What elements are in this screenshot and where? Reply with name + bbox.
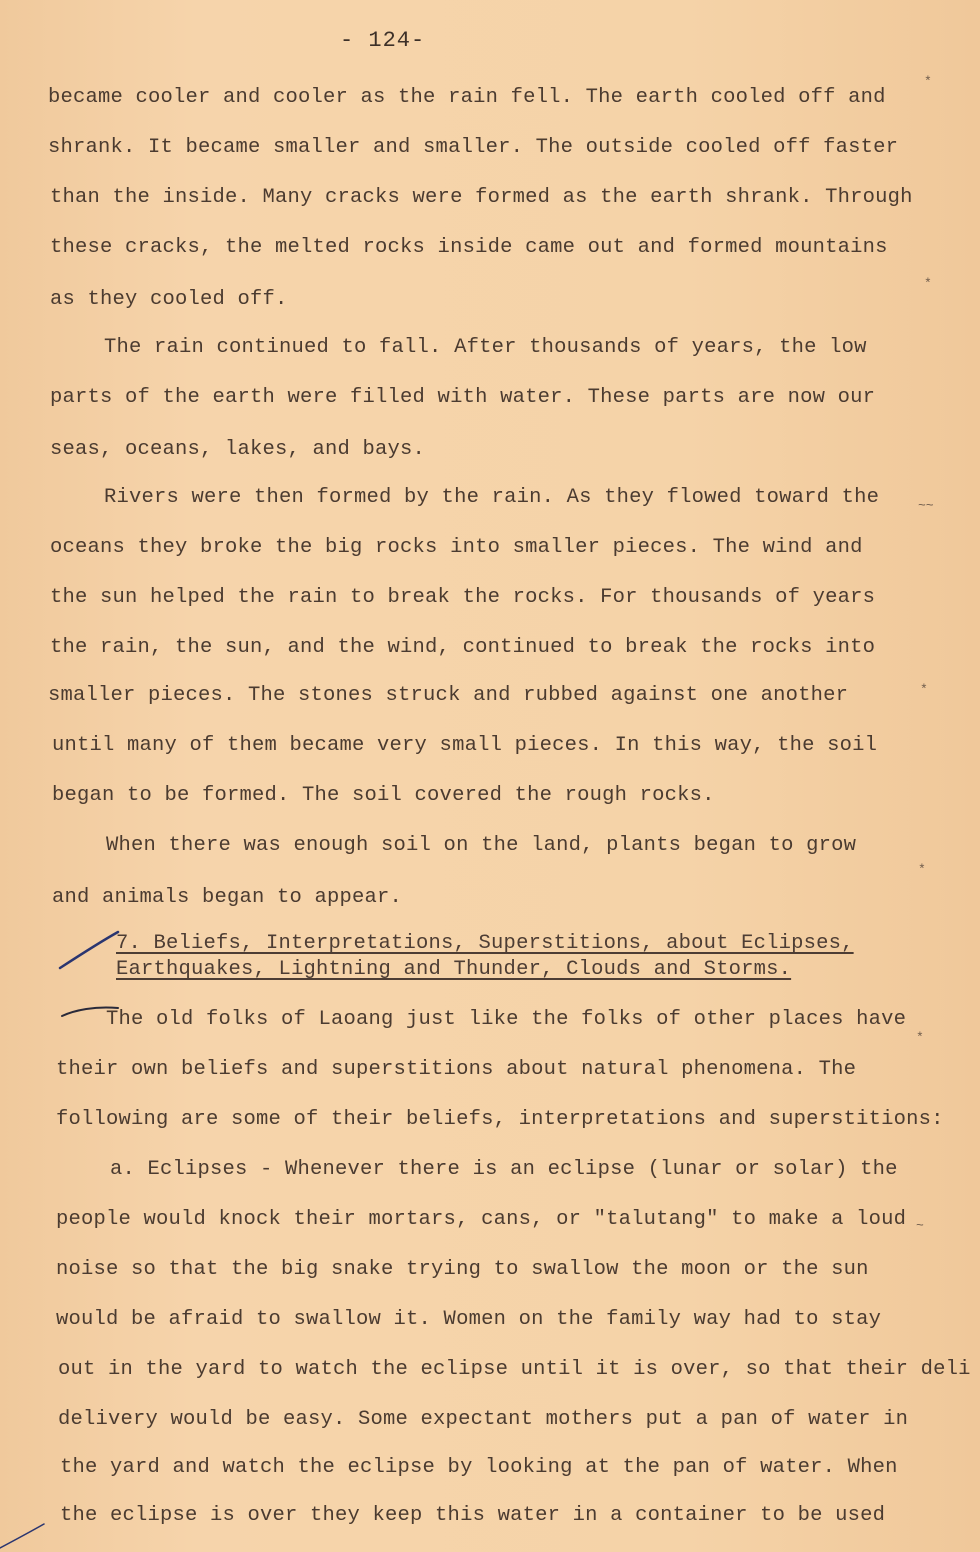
text-line: people would knock their mortars, cans, or "talutang" to make a loud bbox=[56, 1208, 907, 1231]
section-heading-line-2: Earthquakes, Lightning and Thunder, Clouds and Storms. bbox=[116, 958, 792, 981]
text-line: these cracks, the melted rocks inside came out and formed mountains bbox=[50, 236, 888, 259]
pen-dash-stroke bbox=[62, 1007, 118, 1016]
text-line: their own beliefs and superstitions about natural phenomena. The bbox=[56, 1058, 857, 1081]
margin-mark: ~ bbox=[916, 1218, 924, 1233]
text-line: the sun helped the rain to break the rocks. For thousands of years bbox=[50, 586, 876, 609]
section-heading-line-1: 7. Beliefs, Interpretations, Superstitions, about Eclipses, bbox=[116, 932, 854, 955]
text-line: the eclipse is over they keep this water in a container to be used bbox=[60, 1504, 886, 1527]
text-line: than the inside. Many cracks were formed as the earth shrank. Through bbox=[50, 186, 913, 209]
text-line: oceans they broke the big rocks into smaller pieces. The wind and bbox=[50, 536, 863, 559]
text-line: out in the yard to watch the eclipse until it is over, so that their deli bbox=[58, 1358, 971, 1381]
text-line: and animals began to appear. bbox=[52, 886, 403, 909]
text-line: smaller pieces. The stones struck and rubbed against one another bbox=[48, 684, 849, 707]
pen-check-stroke bbox=[60, 932, 118, 968]
margin-mark: * bbox=[916, 1030, 924, 1045]
text-line: seas, oceans, lakes, and bays. bbox=[50, 438, 426, 461]
text-line: The rain continued to fall. After thousands of years, the low bbox=[54, 336, 867, 359]
text-line: became cooler and cooler as the rain fell. The earth cooled off and bbox=[48, 86, 886, 109]
text-line: The old folks of Laoang just like the folks of other places have bbox=[56, 1008, 907, 1031]
text-line: the rain, the sun, and the wind, continued to break the rocks into bbox=[50, 636, 876, 659]
pen-corner-stroke bbox=[0, 1524, 44, 1548]
margin-mark: * bbox=[924, 74, 932, 89]
page-number: - 124- bbox=[340, 28, 426, 53]
margin-mark: ~~ bbox=[918, 498, 934, 513]
text-line: Rivers were then formed by the rain. As they flowed toward the bbox=[54, 486, 880, 509]
text-line: until many of them became very small pieces. In this way, the soil bbox=[52, 734, 878, 757]
margin-mark: * bbox=[920, 682, 928, 697]
text-line: delivery would be easy. Some expectant mothers put a pan of water in bbox=[58, 1408, 909, 1431]
text-line: When there was enough soil on the land, plants began to grow bbox=[56, 834, 857, 857]
margin-mark: * bbox=[924, 276, 932, 291]
text-line: noise so that the big snake trying to swallow the moon or the sun bbox=[56, 1258, 869, 1281]
text-line: would be afraid to swallow it. Women on the family way had to stay bbox=[56, 1308, 882, 1331]
text-line: began to be formed. The soil covered the rough rocks. bbox=[52, 784, 715, 807]
text-line: shrank. It became smaller and smaller. The outside cooled off faster bbox=[48, 136, 899, 159]
text-line: parts of the earth were filled with water. These parts are now our bbox=[50, 386, 876, 409]
margin-mark: * bbox=[918, 862, 926, 877]
text-line: the yard and watch the eclipse by looking at the pan of water. When bbox=[60, 1456, 898, 1479]
text-line: following are some of their beliefs, interpretations and superstitions: bbox=[56, 1108, 944, 1131]
text-line: a. Eclipses - Whenever there is an eclipse (lunar or solar) the bbox=[60, 1158, 898, 1181]
text-line: as they cooled off. bbox=[50, 288, 288, 311]
